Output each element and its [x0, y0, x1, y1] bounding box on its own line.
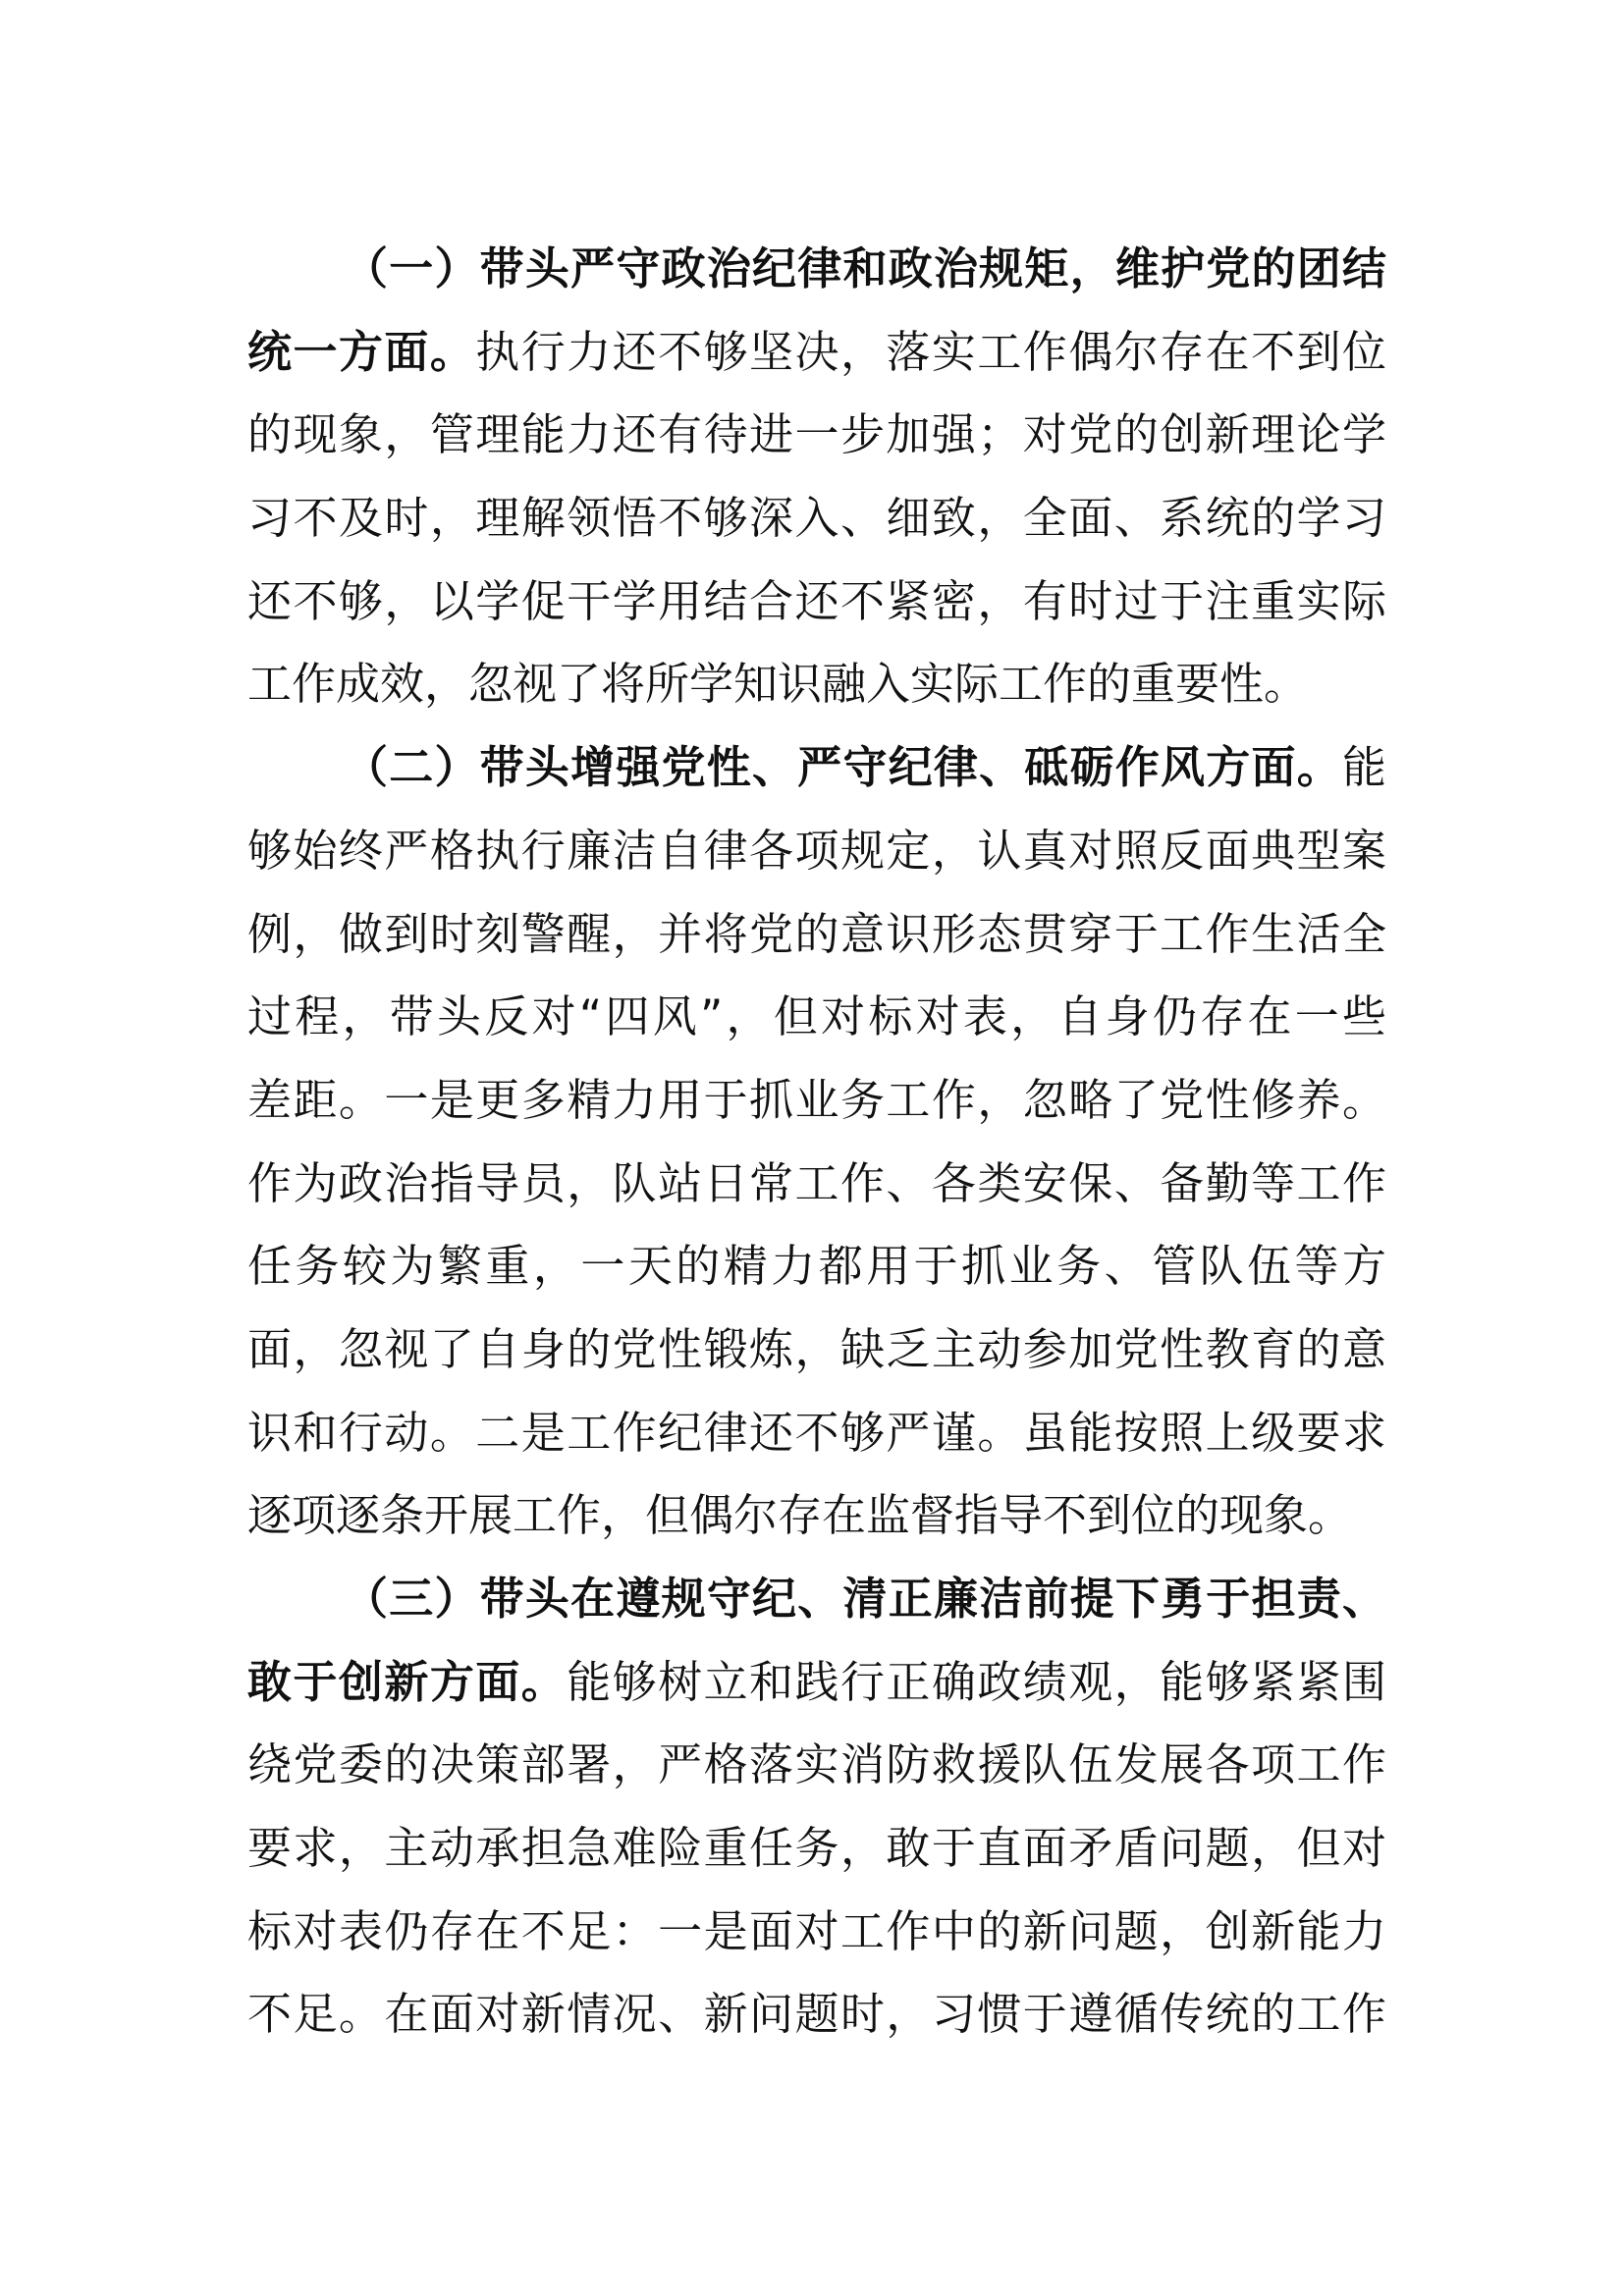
text-line [247, 1143, 1386, 1226]
text-line [247, 1225, 1386, 1308]
text-line [247, 1807, 1386, 1891]
body-text: 差距。一是更多精力用于抓业务工作，忽略了党性修养。 [247, 1073, 1386, 1126]
text-line [247, 1059, 1386, 1143]
body-text: 习不及时，理解领悟不够深入、细致，全面、系统的学习 [247, 492, 1386, 545]
section-heading: （三）带头在遵规守纪、清正廉洁前提下勇于担责、 [344, 1573, 1386, 1625]
body-text: 任务较为繁重，一天的精力都用于抓业务、管队伍等方 [247, 1240, 1386, 1293]
text-line [247, 1308, 1386, 1392]
text-line [247, 1724, 1386, 1807]
text-line [247, 561, 1386, 644]
body-text: 作为政治指导员，队站日常工作、各类安保、备勤等工作 [247, 1156, 1386, 1209]
body-text: 工作成效，忽视了将所学知识融入实际工作的重要性。 [247, 658, 1309, 711]
body-text: 标对表仍存在不足：一是面对工作中的新问题，创新能力 [247, 1904, 1386, 1957]
text-line [247, 1891, 1386, 1974]
section-heading: 统一方面。 [247, 325, 476, 378]
text-line [247, 1558, 1386, 1641]
text-line [247, 643, 1386, 726]
body-text: 例，做到时刻警醒，并将党的意识形态贯穿于工作生活全 [247, 907, 1386, 960]
body-text: 识和行动。二是工作纪律还不够严谨。虽能按照上级要求 [247, 1406, 1386, 1459]
section-heading: （一）带头严守政治纪律和政治规矩，维护党的团结 [344, 242, 1386, 294]
body-text: 的现象，管理能力还有待进一步加强；对党的创新理论学 [247, 408, 1386, 461]
text-line [247, 893, 1386, 977]
body-text: 绕党委的决策部署，严格落实消防救援队伍发展各项工作 [247, 1738, 1386, 1791]
document-page [247, 228, 1386, 2056]
body-text: 还不够，以学促干学用结合还不紧密，有时过于注重实际 [247, 574, 1386, 627]
body-text: 面，忽视了自身的党性锻炼，缺乏主动参加党性教育的意 [247, 1322, 1386, 1375]
text-line [247, 1474, 1386, 1558]
text-line [247, 810, 1386, 893]
text-line [247, 228, 1386, 311]
body-text: 够始终严格执行廉洁自律各项规定，认真对照反面典型案 [247, 824, 1386, 877]
section-heading: （二）带头增强党性、严守纪律、砥砺作风方面。 [344, 741, 1342, 794]
section-heading: 敢于创新方面。 [247, 1655, 568, 1708]
text-line [247, 1641, 1386, 1725]
text-line [247, 1392, 1386, 1475]
text-line [247, 976, 1386, 1059]
text-line [247, 311, 1386, 395]
body-text: 要求，主动承担急难险重任务，敢于直面矛盾问题，但对 [247, 1822, 1386, 1875]
body-text: 过程，带头反对“四风”，但对标对表，自身仍存在一些 [247, 990, 1386, 1043]
body-text: 执行力还不够坚决，落实工作偶尔存在不到位 [475, 325, 1386, 378]
text-line [247, 394, 1386, 477]
text-line [247, 726, 1386, 810]
body-text: 逐项逐条开展工作，但偶尔存在监督指导不到位的现象。 [247, 1489, 1353, 1542]
text-line [247, 1973, 1386, 2056]
body-text: 能够树立和践行正确政绩观，能够紧紧围 [567, 1655, 1386, 1708]
body-text: 能 [1341, 741, 1386, 794]
body-text: 不足。在面对新情况、新问题时，习惯于遵循传统的工作 [247, 1988, 1386, 2041]
text-line [247, 477, 1386, 561]
